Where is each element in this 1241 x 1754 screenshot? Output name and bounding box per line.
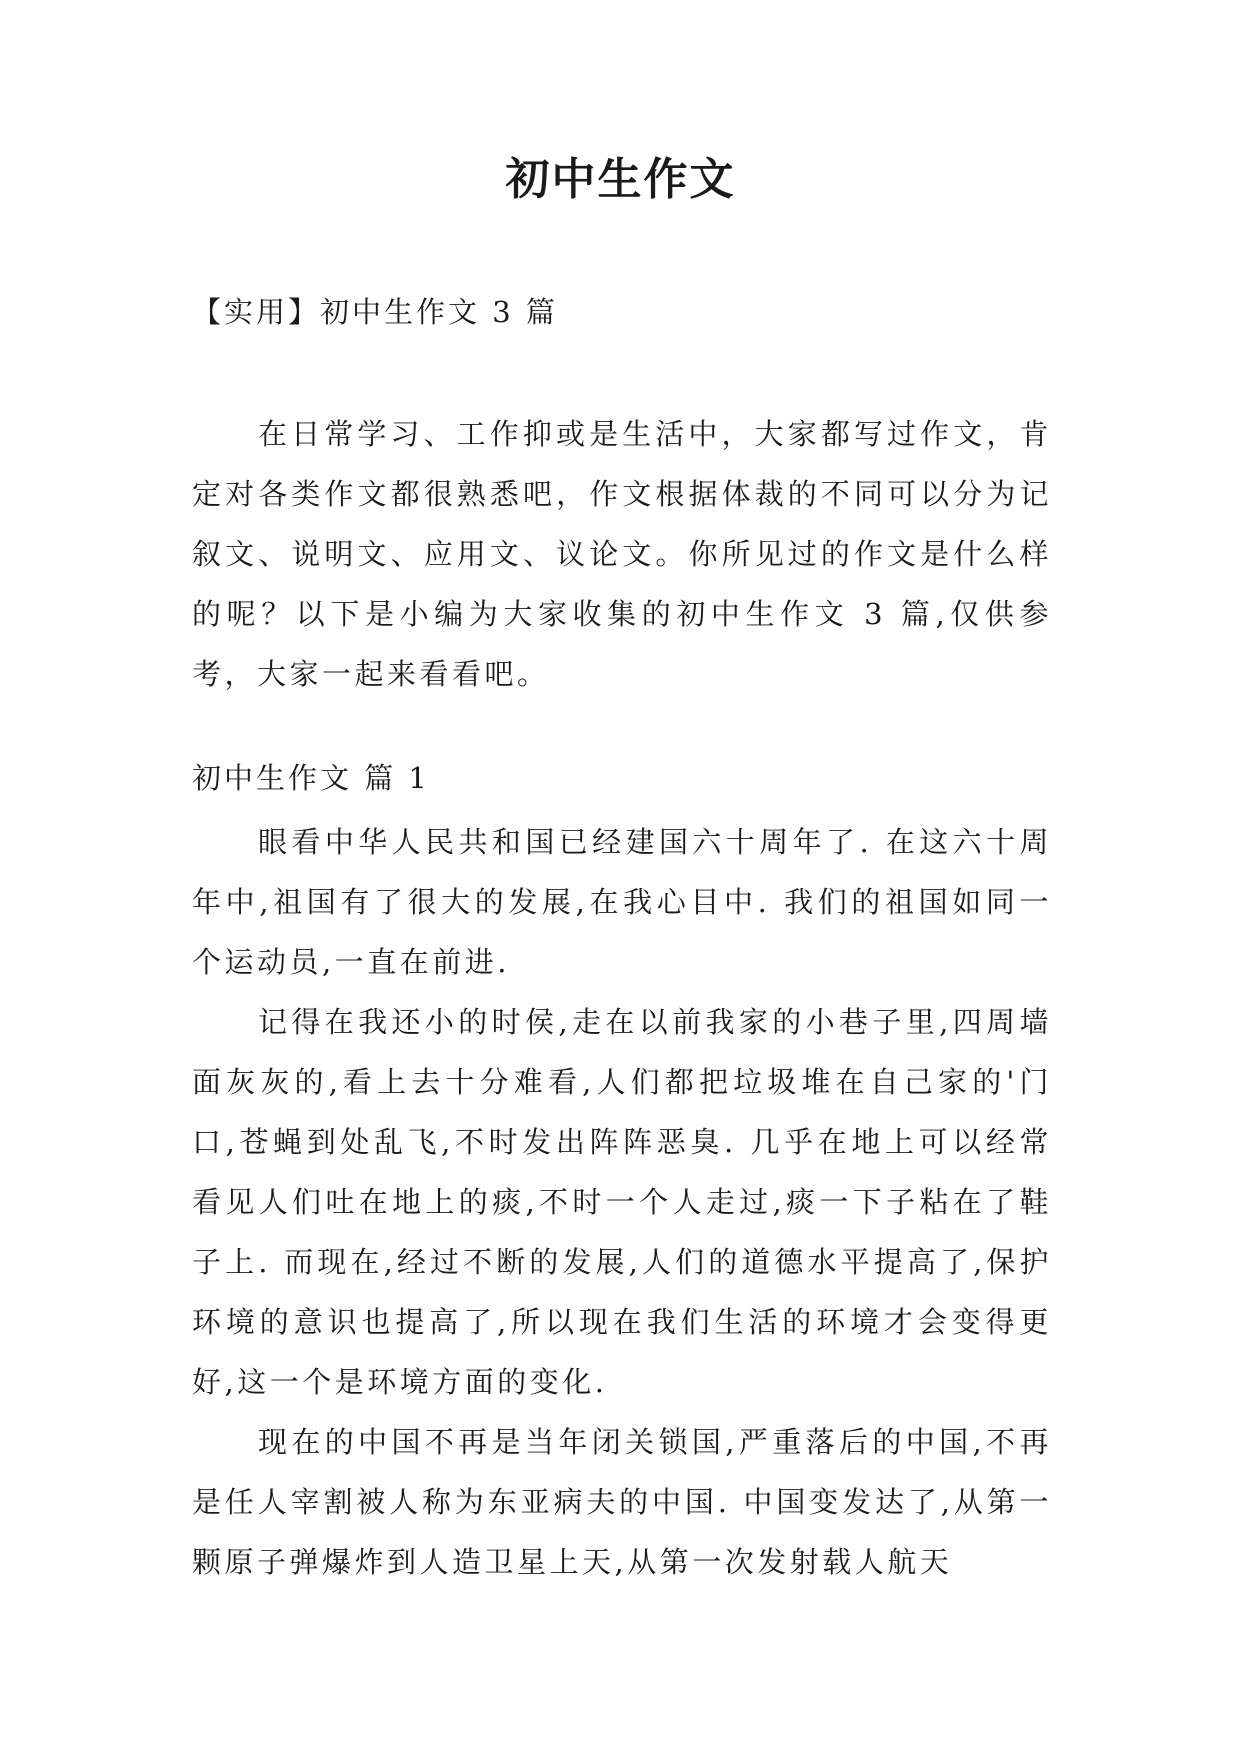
essay-paragraph: 现在的中国不再是当年闭关锁国,严重落后的中国,不再是任人宰割被人称为东亚病夫的中国. 中国变发达了,从第一颗原子弹爆炸到人造卫星上天,从第一次发射载人航天 [192, 1425, 1052, 1579]
intro-paragraph: 在日常学习、工作抑或是生活中，大家都写过作文，肯定对各类作文都很熟悉吧，作文根据体裁的不同可以分为记叙文、说明文、应用文、议论文。你所见过的作文是什么样的呢？以下是小编为大家收集的初中生作文 3 篇,仅供参考，大家一起来看看吧。 [192, 417, 1052, 691]
document-title: 初中生作文 [505, 154, 736, 205]
essay-paragraph: 眼看中华人民共和国已经建国六十周年了. 在这六十周年中,祖国有了很大的发展,在我心目中. 我们的祖国如同一个运动员,一直在前进. [192, 825, 1052, 979]
document-subtitle: 【实用】初中生作文 3 篇 [192, 295, 558, 329]
essay-body [192, 812, 1052, 1592]
essay-paragraph: 记得在我还小的时侯,走在以前我家的小巷子里,四周墙面灰灰的,看上去十分难看,人们都把垃圾堆在自己家的'门口,苍蝇到处乱飞,不时发出阵阵恶臭. 几乎在地上可以经常看见人们吐在地上的痰,不时一个人走过,痰一下子粘在了鞋子上. 而现在,经过不断的发展,人们的道德水平提高了,保护环境的意识也提高了,所以现在我们生活的环境才会变得更好,这一个是环境方面的变化. [192, 1005, 1052, 1399]
section-heading: 初中生作文 篇 1 [192, 761, 430, 795]
